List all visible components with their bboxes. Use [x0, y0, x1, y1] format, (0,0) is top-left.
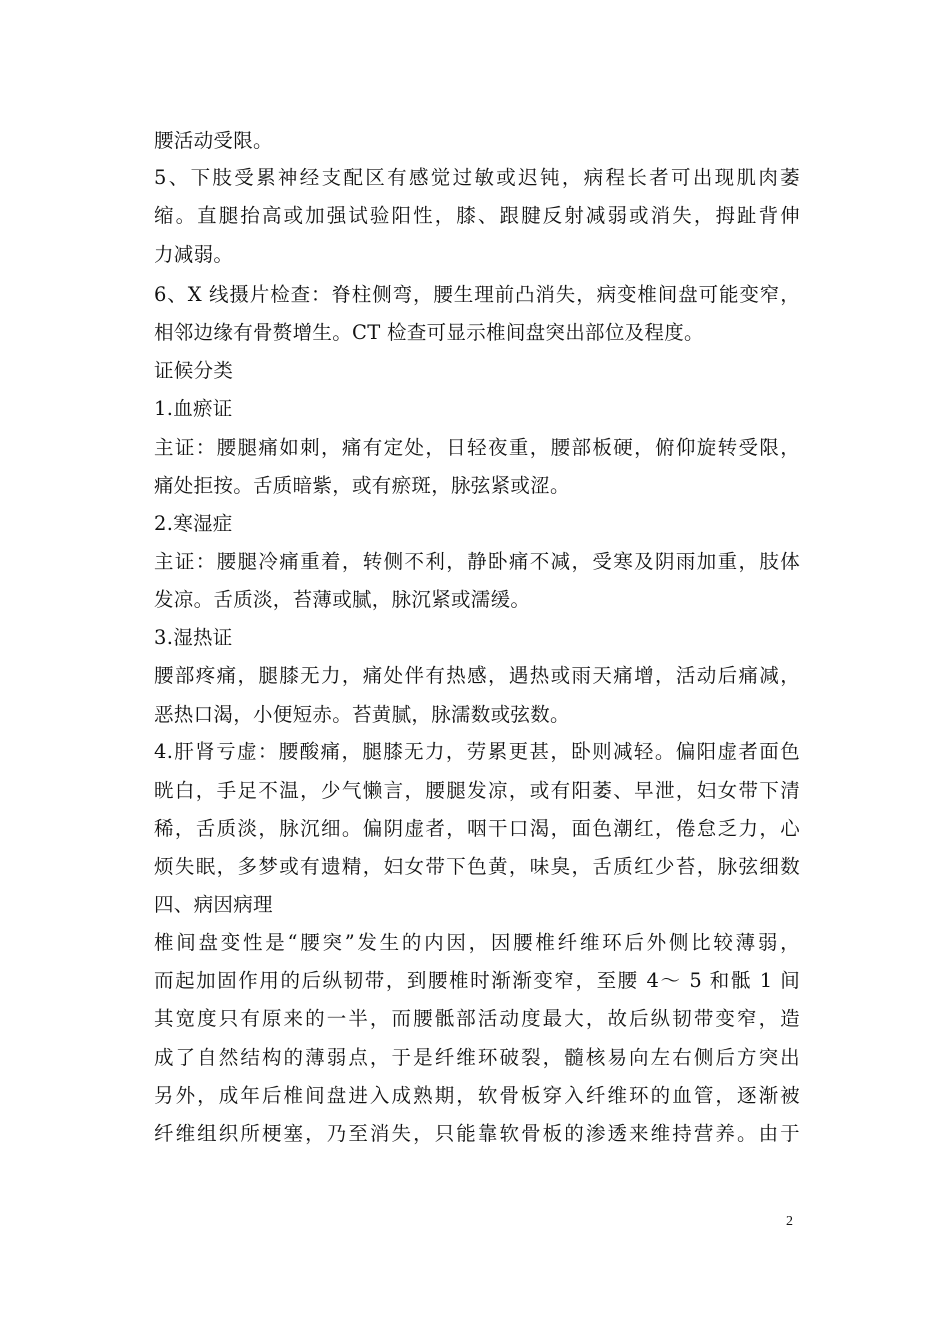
text-line: 5、下肢受累神经支配区有感觉过敏或迟钝，病程长者可出现肌肉萎 — [154, 166, 800, 189]
subheading: 3.湿热证 — [154, 626, 233, 649]
text-line: 腰活动受限。 — [154, 129, 273, 152]
text-line: 相邻边缘有骨赘增生。CT 检查可显示椎间盘突出部位及程度。 — [154, 321, 704, 344]
text-line: 力减弱。 — [154, 243, 234, 266]
section-heading: 证候分类 — [154, 359, 234, 382]
text-line: 其宽度只有原来的一半，而腰骶部活动度最大，故后纵韧带变窄，造 — [154, 1007, 800, 1030]
text-line: 恶热口渴，小便短赤。苔黄腻，脉濡数或弦数。 — [154, 703, 570, 726]
text-line: 纤维组织所梗塞，乃至消失，只能靠软骨板的渗透来维持营养。由于 — [154, 1122, 800, 1145]
text-line: 椎间盘变性是“腰突”发生的内因，因腰椎纤维环后外侧比较薄弱， — [154, 931, 800, 954]
text-line: 6、X 线摄片检查：脊柱侧弯，腰生理前凸消失，病变椎间盘可能变窄， — [154, 283, 800, 306]
text-line: 主证：腰腿冷痛重着，转侧不利，静卧痛不减，受寒及阴雨加重，肢体 — [154, 550, 800, 573]
text-line: 烦失眠，多梦或有遗精，妇女带下色黄，味臭，舌质红少苔，脉弦细数 — [154, 855, 800, 878]
text-line: 晄白，手足不温，少气懒言，腰腿发凉，或有阳萎、早泄，妇女带下清 — [154, 779, 800, 802]
section-heading: 四、病因病理 — [154, 893, 273, 916]
text-line: 另外，成年后椎间盘进入成熟期，软骨板穿入纤维环的血管，逐渐被 — [154, 1084, 800, 1107]
subheading: 2.寒湿症 — [154, 512, 233, 535]
subheading: 1.血瘀证 — [154, 397, 233, 420]
text-line: 成了自然结构的薄弱点，于是纤维环破裂，髓核易向左右侧后方突出 — [154, 1046, 800, 1069]
text-line: 而起加固作用的后纵韧带，到腰椎时渐渐变窄，至腰 4～ 5 和骶 1 间 — [154, 969, 800, 992]
text-line: 发凉。舌质淡，苔薄或腻，脉沉紧或濡缓。 — [154, 588, 531, 611]
text-line: 痛处拒按。舌质暗紫，或有瘀斑，脉弦紧或涩。 — [154, 474, 570, 497]
text-line: 4.肝肾亏虚：腰酸痛，腿膝无力，劳累更甚，卧则减轻。偏阳虚者面色 — [154, 740, 800, 763]
text-line: 主证：腰腿痛如刺，痛有定处，日轻夜重，腰部板硬，俯仰旋转受限， — [154, 436, 800, 459]
text-line: 稀，舌质淡，脉沉细。偏阴虚者，咽干口渴，面色潮红，倦怠乏力，心 — [154, 817, 800, 840]
page-number: 2 — [786, 1214, 793, 1229]
text-line: 缩。直腿抬高或加强试验阳性，膝、跟腱反射减弱或消失，拇趾背伸 — [154, 204, 800, 227]
text-line: 腰部疼痛，腿膝无力，痛处伴有热感，遇热或雨天痛增，活动后痛减， — [154, 664, 800, 687]
